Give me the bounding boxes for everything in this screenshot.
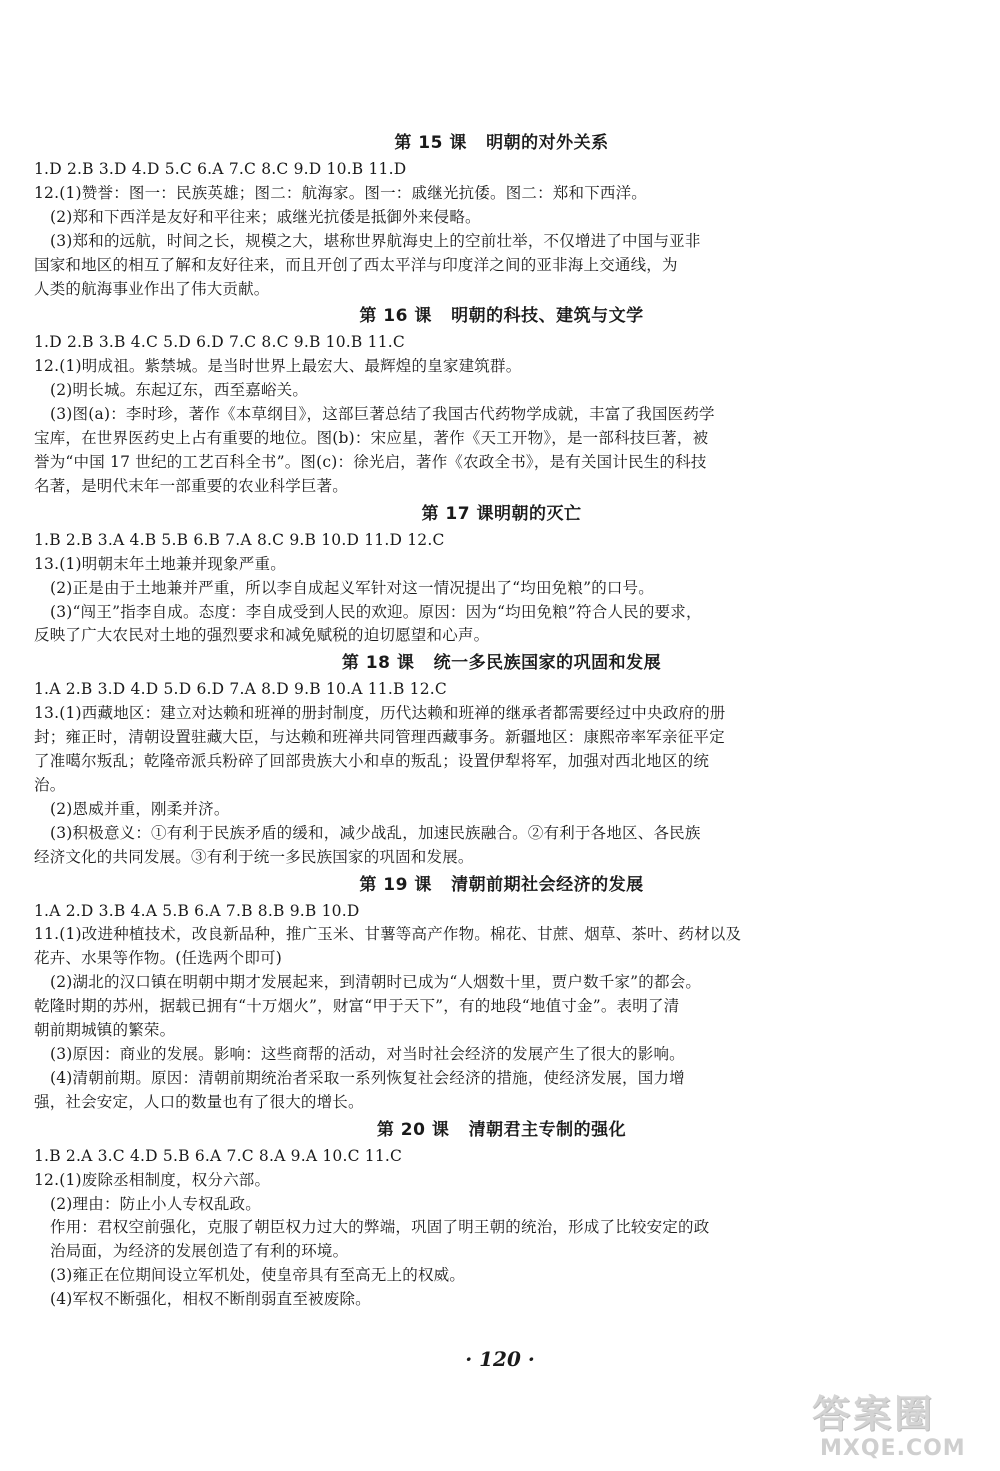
answer-line: 宝库，在世界医药史上占有重要的地位。图(b)：宋应星，著作《天工开物》，是一部科技巨著，被: [34, 429, 709, 448]
lesson-section: [34, 499, 969, 649]
lesson-heading: 第 19 课 清朝前期社会经济的发展: [359, 874, 644, 895]
answer-line: 11.(1)改进种植技术，改良新品种，推广玉米、甘薯等高产作物。棉花、甘蔗、烟草、茶叶、药材以及: [34, 925, 742, 944]
answer-line: (4)清朝前期。原因：清朝前期统治者采取一系列恢复社会经济的措施，使经济发展，国力增: [50, 1068, 685, 1087]
answer-line: (3)积极意义：①有利于民族矛盾的缓和，减少战乱，加速民族融合。②有利于各地区、各民族: [50, 823, 701, 842]
answer-line: 治。: [34, 775, 66, 794]
lesson-heading: 第 15 课 明朝的对外关系: [394, 133, 609, 153]
answer-line: 1.B 2.A 3.C 4.D 5.B 6.A 7.C 8.A 9.A 10.C 11.C: [34, 1146, 403, 1165]
answer-line: (3)“闯王”指李自成。态度：李自成受到人民的欢迎。原因：因为“均田免粮”符合人民的要求，: [50, 602, 702, 621]
answer-line: 经济文化的共同发展。③有利于统一多民族国家的巩固和发展。: [34, 847, 474, 866]
answer-line: 封；雍正时，清朝设置驻藏大臣，与达赖和班禅共同管理西藏事务。新疆地区：康熙帝率军亲征平定: [34, 728, 725, 747]
answer-line: 名著，是明代末年一部重要的农业科学巨著。: [34, 476, 349, 495]
answer-line: (2)理由：防止小人专权乱政。: [50, 1194, 261, 1213]
answer-line: 1.A 2.B 3.D 4.D 5.D 6.D 7.A 8.D 9.B 10.A 11.B 12.C: [34, 680, 447, 699]
answer-line: 12.(1)废除丞相制度，权分六部。: [34, 1170, 271, 1189]
answer-line: 了准噶尔叛乱；乾隆帝派兵粉碎了回部贵族大小和卓的叛乱；设置伊犁将军，加强对西北地区的统: [34, 752, 710, 771]
answer-content: [34, 128, 969, 1312]
lesson-section: [34, 648, 969, 869]
lesson-heading: 第 18 课 统一多民族国家的巩固和发展: [341, 653, 662, 674]
answer-line: (3)郑和的远航，时间之长，规模之大，堪称世界航海史上的空前壮举，不仅增进了中国与亚非: [50, 231, 701, 250]
answer-line: (3)原因：商业的发展。影响：这些商帮的活动，对当时社会经济的发展产生了很大的影响。: [50, 1045, 685, 1063]
lesson-heading: 第 20 课 清朝君主专制的强化: [376, 1119, 627, 1140]
answer-line: (3)雍正在位期间设立军机处，使皇帝具有至高无上的权威。: [50, 1266, 466, 1285]
answer-line: 1.B 2.B 3.A 4.B 5.B 6.B 7.A 8.C 9.B 10.D 11.D 12.C: [34, 530, 445, 549]
watermark: [812, 1392, 992, 1470]
answer-line: 乾隆时期的苏州，据载已拥有“十万烟火”，财富“甲于天下”，有的地段“地值寸金”。表明了清: [34, 997, 680, 1016]
answer-line: 治局面，为经济的发展创造了有利的环境。: [50, 1242, 349, 1261]
watermark-url: MXQE.COM: [820, 1436, 966, 1461]
answer-line: 13.(1)明朝末年土地兼并现象严重。: [34, 554, 286, 573]
answer-line: (3)图(a)：李时珍，著作《本草纲目》，这部巨著总结了我国古代药物学成就，丰富了我国医药学: [50, 405, 715, 424]
answer-line: 朝前期城镇的繁荣。: [34, 1021, 176, 1040]
answer-line: (2)湖北的汉口镇在明朝中期才发展起来，到清朝时已成为“人烟数十里，贾户数千家”的都会。: [50, 973, 702, 992]
answer-line: 人类的航海事业作出了伟大贡献。: [34, 279, 270, 298]
lesson-section: [34, 870, 969, 1115]
answer-line: 国家和地区的相互了解和友好往来，而且开创了西太平洋与印度洋之间的亚非海上交通线，为: [34, 255, 678, 274]
answer-line: 13.(1)西藏地区：建立对达赖和班禅的册封制度，历代达赖和班禅的继承者都需要经过中央政府的册: [34, 704, 726, 723]
answer-line: 1.D 2.B 3.B 4.C 5.D 6.D 7.C 8.C 9.B 10.B 11.C: [34, 333, 405, 352]
answer-line: (2)郑和下西洋是友好和平往来；戚继光抗倭是抵御外来侵略。: [50, 207, 481, 226]
answer-line: 作用：君权空前强化，克服了朝臣权力过大的弊端，巩固了明王朝的统治，形成了比较安定的政: [50, 1218, 710, 1237]
answer-line: 12.(1)明成祖。紫禁城。是当时世界上最宏大、最辉煌的皇家建筑群。: [34, 357, 522, 376]
answer-line: 1.D 2.B 3.D 4.D 5.C 6.A 7.C 8.C 9.D 10.B 11.D: [34, 160, 407, 178]
lesson-heading: 第 17 课明朝的灭亡: [421, 503, 582, 524]
lesson-section: [34, 301, 969, 498]
answer-line: (2)恩威并重，刚柔并济。: [50, 799, 230, 818]
answer-line: 强，社会安定，人口的数量也有了很大的增长。: [34, 1092, 364, 1111]
page-number: · 120 ·: [465, 1347, 535, 1371]
watermark-logo: 答案圈: [812, 1392, 936, 1436]
answer-line: 誉为“中国 17 世纪的工艺百科全书”。图(c)：徐光启，著作《农政全书》，是有关国计民生的科技: [34, 452, 707, 471]
lesson-section: [34, 128, 969, 301]
answer-line: (2)正是由于土地兼并严重，所以李自成起义军针对这一情况提出了“均田免粮”的口号。: [50, 578, 655, 597]
answer-line: 花卉、水果等作物。(任选两个即可): [34, 949, 282, 968]
lesson-section: [34, 1115, 969, 1312]
answer-line: 12.(1)赞誉：图一：民族英雄；图二：航海家。图一：戚继光抗倭。图二：郑和下西洋。: [34, 183, 648, 202]
answer-line: (4)军权不断强化，相权不断削弱直至被废除。: [50, 1290, 371, 1309]
answer-line: 反映了广大农民对土地的强烈要求和减免赋税的迫切愿望和心声。: [34, 626, 490, 645]
lesson-heading: 第 16 课 明朝的科技、建筑与文学: [359, 306, 644, 327]
answer-line: (2)明长城。东起辽东，西至嘉峪关。: [50, 381, 309, 400]
answer-line: 1.A 2.D 3.B 4.A 5.B 6.A 7.B 8.B 9.B 10.D: [34, 901, 360, 920]
